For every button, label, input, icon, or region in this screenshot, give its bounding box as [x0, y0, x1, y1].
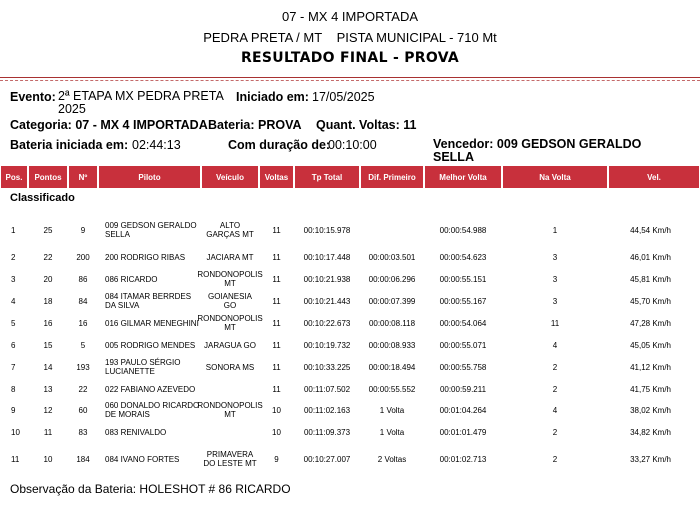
evento-label: Evento:	[10, 90, 56, 104]
col-header-numero: Nº	[69, 166, 97, 188]
voltas-value: 11	[403, 118, 417, 132]
vencedor-value: 009 GEDSON GERALDO SELLA	[433, 137, 642, 164]
cell-tp-total: 00:10:15.978	[303, 225, 351, 235]
cell-pos: 2	[11, 252, 16, 262]
cell-vel: 45,70 Km/h	[630, 296, 671, 306]
cell-voltas: 9	[274, 454, 279, 464]
cell-numero: 86	[78, 274, 88, 284]
cell-piloto: 193 PAULO SÉRGIO LUCIANETTE	[105, 358, 181, 376]
divider-dashed	[0, 80, 700, 81]
cell-piloto: 005 RODRIGO MENDES	[105, 340, 196, 350]
cell-melhor-volta: 00:00:55.071	[439, 340, 487, 350]
cell-voltas: 11	[272, 252, 281, 262]
cell-na-volta: 2	[552, 427, 558, 437]
iniciado-label: Iniciado em:	[236, 90, 309, 104]
evento-value: 2ª ETAPA MX PEDRA PRETA 2025	[58, 89, 224, 116]
cell-veiculo: ALTO GARÇAS MT	[206, 221, 254, 239]
voltas-row	[316, 118, 417, 132]
cell-dif-primeiro: 00:00:55.552	[368, 384, 416, 394]
cell-dif-primeiro	[361, 212, 423, 248]
cell-veiculo: SONORA MS	[205, 362, 255, 372]
voltas-label: Quant. Voltas:	[316, 118, 400, 132]
cell-tp-total: 00:10:22.673	[303, 318, 351, 328]
location: PEDRA PRETA / MT	[203, 30, 323, 45]
cell-melhor-volta: 00:00:55.758	[439, 362, 487, 372]
section-classificado: Classificado	[10, 192, 75, 204]
cell-piloto: 086 RICARDO	[105, 274, 158, 284]
cell-veiculo	[202, 424, 258, 440]
cell-tp-total: 00:10:33.225	[303, 362, 351, 372]
cell-pontos: 14	[43, 362, 53, 372]
cell-numero: 16	[78, 318, 88, 328]
bateria-iniciada-value: 02:44:13	[132, 138, 181, 152]
duracao-label: Com duração de:	[228, 138, 331, 152]
vencedor	[433, 138, 663, 164]
cell-numero: 22	[78, 384, 88, 394]
cell-melhor-volta: 00:00:54.988	[439, 225, 487, 235]
cell-vel: 44,54 Km/h	[630, 225, 671, 235]
cell-vel: 41,12 Km/h	[630, 362, 671, 372]
cell-pos: 3	[11, 274, 16, 284]
col-header-vel: Vel.	[609, 166, 699, 188]
cell-melhor-volta: 00:00:55.167	[439, 296, 487, 306]
cell-voltas: 10	[272, 427, 281, 437]
cell-dif-primeiro: 1 Volta	[379, 405, 405, 415]
cell-melhor-volta: 00:01:01.479	[439, 427, 487, 437]
cell-pos: 4	[11, 296, 16, 306]
cell-pos: 1	[11, 225, 16, 235]
categoria-row	[10, 118, 208, 132]
cell-veiculo	[202, 379, 258, 399]
cell-tp-total: 00:10:17.448	[303, 252, 351, 262]
cell-vel: 47,28 Km/h	[630, 318, 671, 328]
cell-vel: 34,82 Km/h	[630, 427, 671, 437]
cell-voltas: 11	[272, 274, 281, 284]
cell-piloto: 084 ITAMAR BERRDES DA SILVA	[105, 292, 192, 310]
cell-numero: 184	[76, 454, 90, 464]
divider	[0, 77, 700, 78]
cell-vel: 41,75 Km/h	[630, 384, 671, 394]
cell-veiculo: GOIANESIA GO	[207, 292, 252, 310]
cell-piloto: 084 IVANO FORTES	[105, 454, 180, 464]
col-header-piloto: Piloto	[99, 166, 200, 188]
bateria-iniciada-label: Bateria iniciada em:	[10, 138, 129, 152]
col-header-dif-primeiro: Dif. Primeiro	[361, 166, 423, 188]
location-line	[0, 30, 700, 45]
cell-vel: 46,01 Km/h	[630, 252, 671, 262]
bateria-label: Bateria:	[208, 118, 255, 132]
cell-pontos: 10	[43, 454, 53, 464]
cell-voltas: 10	[272, 405, 281, 415]
cell-voltas: 11	[272, 225, 281, 235]
cell-piloto: 016 GILMAR MENEGHINI	[105, 318, 199, 328]
cell-na-volta: 11	[550, 318, 560, 328]
cell-numero: 200	[76, 252, 90, 262]
cell-pos: 11	[11, 454, 20, 464]
cell-pontos: 16	[43, 318, 53, 328]
cell-pos: 6	[11, 340, 16, 350]
cell-na-volta: 2	[552, 454, 558, 464]
col-header-na-volta: Na Volta	[503, 166, 607, 188]
cell-na-volta: 2	[552, 384, 558, 394]
cell-tp-total: 00:10:27.007	[303, 454, 351, 464]
cell-tp-total: 00:10:21.938	[303, 274, 351, 284]
observacao: Observação da Bateria: HOLESHOT # 86 RICARDO	[10, 482, 291, 496]
cell-dif-primeiro: 00:00:06.296	[368, 274, 416, 284]
cell-pos: 8	[11, 384, 16, 394]
cell-numero: 83	[78, 427, 88, 437]
cell-pontos: 22	[43, 252, 53, 262]
cell-vel: 38,02 Km/h	[630, 405, 671, 415]
cell-na-volta: 3	[552, 252, 558, 262]
cell-na-volta: 4	[552, 340, 558, 350]
cell-pos: 7	[11, 362, 16, 372]
categoria-label: Categoria:	[10, 118, 72, 132]
col-header-melhor-volta: Melhor Volta	[425, 166, 501, 188]
cell-melhor-volta: 00:00:59.211	[439, 384, 487, 394]
result-title: RESULTADO FINAL - PROVA	[240, 50, 460, 66]
cell-na-volta: 2	[552, 362, 558, 372]
cell-pontos: 13	[43, 384, 53, 394]
cell-pontos: 18	[43, 296, 53, 306]
cell-pontos: 15	[43, 340, 53, 350]
categoria-value: 07 - MX 4 IMPORTADA	[75, 118, 208, 132]
cell-veiculo: JARAGUA GO	[203, 340, 256, 350]
track: PISTA MUNICIPAL - 710 Mt	[336, 30, 497, 45]
cell-tp-total: 00:11:02.163	[303, 405, 351, 415]
cell-voltas: 11	[272, 362, 281, 372]
cell-na-volta: 3	[552, 274, 558, 284]
bateria-row	[208, 118, 302, 132]
cell-tp-total: 00:10:19.732	[303, 340, 351, 350]
cell-vel: 45,05 Km/h	[630, 340, 671, 350]
cell-veiculo: RONDONOPOLIS MT	[197, 314, 263, 332]
cell-numero: 5	[80, 340, 86, 350]
cell-dif-primeiro: 00:00:03.501	[368, 252, 416, 262]
cell-numero: 9	[80, 225, 86, 235]
cell-voltas: 11	[272, 318, 281, 328]
cell-numero: 193	[76, 362, 90, 372]
cell-piloto: 083 RENIVALDO	[105, 427, 167, 437]
col-header-voltas: Voltas	[260, 166, 293, 188]
iniciado-value: 17/05/2025	[312, 90, 375, 104]
cell-tp-total: 00:11:07.502	[303, 384, 351, 394]
cell-melhor-volta: 00:00:54.623	[439, 252, 487, 262]
cell-pontos: 25	[43, 225, 53, 235]
cell-piloto: 009 GEDSON GERALDO SELLA	[105, 221, 197, 239]
cell-veiculo: PRIMAVERA DO LESTE MT	[203, 450, 257, 468]
cell-dif-primeiro: 00:00:08.118	[368, 318, 416, 328]
cell-piloto: 022 FABIANO AZEVEDO	[105, 384, 196, 394]
cell-na-volta: 4	[552, 405, 558, 415]
bateria-value: PROVA	[258, 118, 302, 132]
cell-pontos: 11	[43, 427, 53, 437]
cell-na-volta: 1	[552, 225, 558, 235]
cell-melhor-volta: 00:00:54.064	[439, 318, 487, 328]
category-title: 07 - MX 4 IMPORTADA	[281, 9, 419, 24]
cell-numero: 60	[78, 405, 88, 415]
cell-dif-primeiro: 00:00:07.399	[368, 296, 416, 306]
col-header-pontos: Pontos	[29, 166, 67, 188]
cell-melhor-volta: 00:01:02.713	[439, 454, 487, 464]
col-header-veiculo: Veículo	[202, 166, 258, 188]
cell-pontos: 12	[43, 405, 53, 415]
cell-vel: 45,81 Km/h	[630, 274, 671, 284]
cell-melhor-volta: 00:00:55.151	[439, 274, 487, 284]
cell-pontos: 20	[43, 274, 53, 284]
cell-veiculo: RONDONOPOLIS MT	[197, 270, 263, 288]
col-header-pos: Pos.	[1, 166, 27, 188]
cell-vel: 33,27 Km/h	[630, 454, 671, 464]
vencedor-label: Vencedor:	[433, 137, 494, 151]
cell-veiculo: RONDONOPOLIS MT	[197, 401, 263, 419]
cell-melhor-volta: 00:01:04.264	[439, 405, 487, 415]
col-header-tp-total: Tp Total	[295, 166, 359, 188]
cell-dif-primeiro: 1 Volta	[379, 427, 405, 437]
cell-tp-total: 00:10:21.443	[303, 296, 351, 306]
cell-voltas: 11	[272, 384, 281, 394]
cell-dif-primeiro: 2 Voltas	[377, 454, 407, 464]
cell-na-volta: 3	[552, 296, 558, 306]
cell-piloto: 060 DONALDO RICARDO DE MORAIS	[105, 401, 200, 419]
cell-voltas: 11	[272, 296, 281, 306]
cell-pos: 5	[11, 318, 16, 328]
cell-voltas: 11	[272, 340, 281, 350]
cell-piloto: 200 RODRIGO RIBAS	[105, 252, 186, 262]
cell-dif-primeiro: 00:00:08.933	[368, 340, 416, 350]
cell-pos: 9	[11, 405, 16, 415]
cell-pos: 10	[11, 427, 20, 437]
cell-numero: 84	[78, 296, 88, 306]
duracao-value: 00:10:00	[328, 138, 377, 152]
cell-veiculo: JACIARA MT	[206, 252, 254, 262]
cell-tp-total: 00:11:09.373	[303, 427, 351, 437]
cell-dif-primeiro: 00:00:18.494	[368, 362, 416, 372]
